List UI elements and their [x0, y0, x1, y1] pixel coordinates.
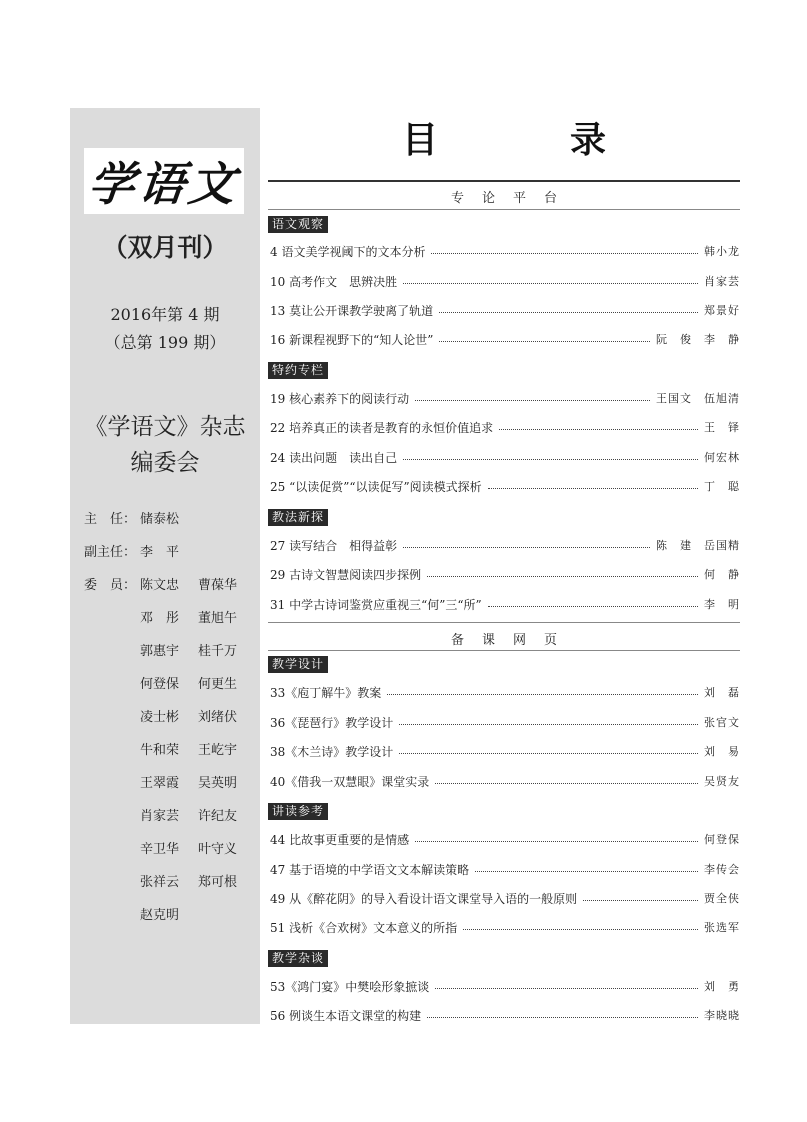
toc-entry[interactable]: [270, 831, 740, 849]
leader-dots: [427, 1016, 698, 1018]
journal-frequency: （双月刊）: [102, 233, 228, 262]
entry-title: 25 “以读促赏”“以读促写”阅读模式探析: [270, 480, 482, 494]
board-member: 王屹宇: [198, 743, 238, 758]
entry-title: 56 例谈生本语文课堂的构建: [270, 1009, 422, 1023]
board-member: 牛和荣: [140, 743, 180, 758]
entry-title: 27 读写结合 相得益彰: [270, 539, 398, 553]
leader-dots: [415, 840, 698, 842]
entry-author: 刘 勇: [704, 980, 740, 993]
entry-title: 33《庖丁解牛》教案: [270, 686, 382, 700]
entry-author: 肖家芸: [704, 275, 740, 288]
leader-dots: [439, 340, 650, 342]
toc-entry[interactable]: [270, 419, 740, 437]
leader-dots: [403, 458, 698, 460]
toc-entry[interactable]: [270, 919, 740, 937]
section-divider: [268, 650, 740, 651]
members-label: 委 员：: [84, 578, 137, 593]
director-label: 主 任：: [84, 512, 137, 527]
entry-author: 陈 建 岳国精: [656, 539, 740, 552]
entry-title: 53《鸿门宴》中樊哙形象摭谈: [270, 980, 430, 994]
leader-dots: [475, 870, 698, 872]
toc-entry[interactable]: [270, 596, 740, 614]
entry-author: 吴贤友: [704, 775, 740, 788]
entry-title: 47 基于语境的中学语文文本解读策略: [270, 863, 470, 877]
leader-dots: [399, 752, 698, 754]
toc-entry[interactable]: [270, 773, 740, 791]
editorial-board-title: 《学语文》杂志: [84, 414, 246, 440]
entry-author: 王国文 伍旭清: [656, 392, 740, 405]
board-member: 何更生: [198, 677, 238, 692]
category-label: 教学设计: [268, 656, 328, 673]
leader-dots: [435, 782, 698, 784]
leader-dots: [435, 987, 698, 989]
issue-total-number: （总第 199 期）: [104, 333, 226, 352]
leader-dots: [403, 546, 650, 548]
section-heading-2: 备课网页: [450, 633, 575, 648]
entry-author: 李晓晓: [704, 1009, 740, 1022]
section-divider: [268, 209, 740, 210]
board-member: 郑可根: [198, 875, 238, 890]
entry-author: 张官文: [704, 716, 740, 729]
toc-entry[interactable]: [270, 537, 740, 555]
director-name: 储泰松: [140, 512, 180, 527]
toc-entry[interactable]: [270, 449, 740, 467]
leader-dots: [488, 605, 698, 607]
toc-entry[interactable]: [270, 331, 740, 349]
entry-title: 13 莫让公开课教学驶离了轨道: [270, 304, 434, 318]
board-member: 邓 彤: [140, 611, 180, 626]
entry-title: 4 语文美学视阈下的文本分析: [270, 245, 426, 259]
entry-author: 刘 磊: [704, 686, 740, 699]
leader-dots: [427, 575, 698, 577]
board-member: 肖家芸: [140, 809, 180, 824]
entry-title: 16 新课程视野下的“知人论世”: [270, 333, 434, 347]
board-member: 何登保: [140, 677, 180, 692]
board-member: 赵克明: [140, 908, 180, 923]
toc-entry[interactable]: [270, 243, 740, 261]
leader-dots: [399, 723, 698, 725]
toc-title: 目 录: [401, 120, 654, 161]
leader-dots: [488, 487, 698, 489]
category-label: 教学杂谈: [268, 950, 328, 967]
entry-title: 22 培养真正的读者是教育的永恒价值追求: [270, 421, 494, 435]
entry-title: 24 读出问题 读出自己: [270, 451, 398, 465]
board-member: 郭惠宇: [140, 644, 180, 659]
board-member: 辛卫华: [140, 842, 180, 857]
board-member: 桂千万: [198, 644, 238, 659]
board-member: 凌士彬: [140, 710, 180, 725]
leader-dots: [387, 693, 698, 695]
category-label: 讲读参考: [268, 803, 328, 820]
entry-title: 29 古诗文智慧阅读四步探例: [270, 568, 422, 582]
board-member: 刘绪伏: [198, 710, 238, 725]
board-member: 吴英明: [198, 776, 238, 791]
toc-entry[interactable]: [270, 302, 740, 320]
issue-number: 2016年第 4 期: [110, 305, 220, 324]
entry-author: 王 铎: [704, 421, 740, 434]
board-member: 曹葆华: [198, 578, 238, 593]
entry-author: 何登保: [704, 833, 740, 846]
toc-entry[interactable]: [270, 390, 740, 408]
entry-title: 40《借我一双慧眼》课堂实录: [270, 775, 430, 789]
toc-entry[interactable]: [270, 566, 740, 584]
category-label: 教法新探: [268, 509, 328, 526]
board-member: 王翠霞: [140, 776, 180, 791]
board-member: 张祥云: [140, 875, 180, 890]
journal-logo-text: 学语文: [85, 157, 242, 211]
entry-title: 49 从《醉花阴》的导入看设计语文课堂导入语的一般原则: [270, 892, 578, 906]
leader-dots: [403, 282, 698, 284]
board-member: 许纪友: [198, 809, 238, 824]
toc-entry[interactable]: [270, 1007, 740, 1025]
entry-title: 31 中学古诗词鉴赏应重视三“何”三“所”: [270, 598, 482, 612]
board-member: 董旭午: [198, 611, 238, 626]
toc-entry[interactable]: [270, 714, 740, 732]
entry-title: 51 浅析《合欢树》文本意义的所指: [270, 921, 458, 935]
toc-entry[interactable]: [270, 478, 740, 496]
entry-author: 丁 聪: [704, 480, 740, 493]
category-label: 语文观察: [268, 216, 328, 233]
entry-title: 44 比故事更重要的是情感: [270, 833, 410, 847]
entry-author: 阮 俊 李 静: [656, 333, 740, 346]
entry-title: 36《琵琶行》教学设计: [270, 716, 394, 730]
editorial-board-subtitle: 编委会: [130, 450, 200, 476]
entry-title: 38《木兰诗》教学设计: [270, 745, 394, 759]
leader-dots: [415, 399, 650, 401]
entry-author: 李 明: [704, 598, 740, 611]
entry-author: 贾全侠: [704, 892, 740, 905]
section-heading-1: 专论平台: [450, 191, 575, 206]
entry-author: 李传会: [704, 863, 740, 876]
category-label: 特约专栏: [268, 362, 328, 379]
entry-title: 19 核心素养下的阅读行动: [270, 392, 410, 406]
vice-director-name: 李 平: [140, 545, 180, 560]
journal-logo: [84, 148, 244, 214]
board-member: 叶守义: [198, 842, 238, 857]
leader-dots: [431, 252, 698, 254]
entry-author: 何宏林: [704, 451, 740, 464]
entry-author: 韩小龙: [704, 245, 740, 258]
entry-author: 张选军: [704, 921, 740, 934]
toc-entry[interactable]: [270, 743, 740, 761]
entry-author: 郑景好: [704, 304, 740, 317]
leader-dots: [583, 899, 698, 901]
title-divider: [268, 180, 740, 182]
board-member: 陈文忠: [140, 578, 180, 593]
leader-dots: [463, 928, 698, 930]
toc-entry[interactable]: [270, 890, 740, 908]
leader-dots: [499, 428, 698, 430]
entry-author: 刘 易: [704, 745, 740, 758]
entry-title: 10 高考作文 思辨决胜: [270, 275, 398, 289]
leader-dots: [439, 311, 698, 313]
sidebar-panel: [70, 108, 260, 1024]
toc-entry[interactable]: [270, 273, 740, 291]
vice-director-label: 副主任：: [84, 545, 137, 560]
section-divider: [268, 622, 740, 623]
toc-entry[interactable]: [270, 861, 740, 879]
toc-entry[interactable]: [270, 684, 740, 702]
entry-author: 何 静: [704, 568, 740, 581]
toc-entry[interactable]: [270, 978, 740, 996]
